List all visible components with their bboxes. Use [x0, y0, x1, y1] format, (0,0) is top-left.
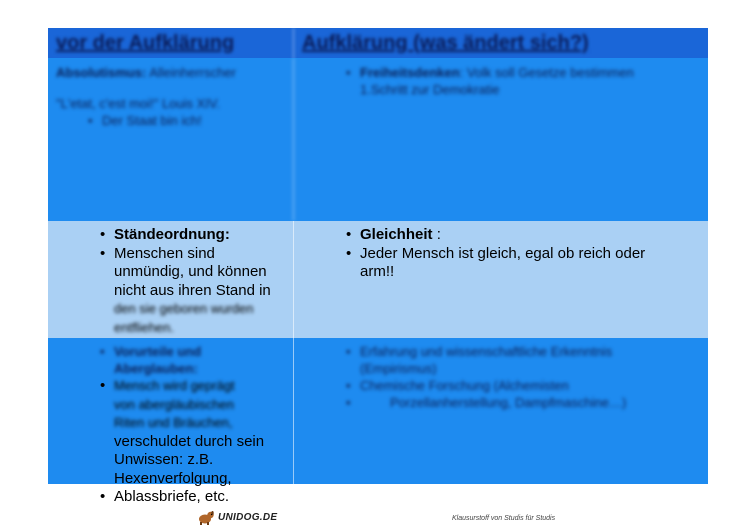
unidog-logo	[197, 508, 277, 526]
superstition-term-line: • Vorurteile und	[114, 344, 202, 359]
absolutism-definition: Alleinherrscher	[149, 65, 236, 80]
absolutism-line	[56, 64, 293, 81]
cell-estates	[48, 221, 294, 338]
list-item	[346, 64, 668, 98]
estates-line: • Menschen sind	[114, 244, 215, 262]
superstition-line: • Mensch wird geprägt	[114, 378, 235, 393]
superstition-bullets	[100, 343, 293, 507]
dog-mascot-icon	[197, 509, 215, 525]
cell-absolutism	[48, 58, 294, 221]
superstition-line: Unwissen: z.B.	[114, 451, 214, 468]
table-header-row	[48, 28, 708, 58]
table-row-superstition	[48, 338, 708, 505]
estates-line: entfliehen.	[114, 319, 174, 335]
superstition-term-line: Aberglauben:	[114, 361, 198, 376]
comparison-table	[48, 28, 708, 505]
cell-equality	[294, 221, 708, 338]
absolutism-bullets	[88, 112, 293, 129]
list-item: • Erfahrung und wissenschaftliche Erkenntnis (Empirismus)	[346, 343, 678, 377]
equality-term: Gleichheit	[360, 226, 433, 243]
list-item	[100, 343, 293, 377]
footer-note: Klausurstoff von Studis für Studis	[452, 515, 556, 522]
estates-term: Ständeordnung:	[114, 226, 230, 243]
table-row-estates	[48, 221, 708, 338]
freedom-term: Freiheitsdenken	[360, 65, 460, 80]
science-bullets	[346, 343, 678, 411]
cell-science	[294, 338, 708, 484]
louis-quote: "L'etat, c'est moi!" Louis XIV.	[56, 96, 221, 111]
header-enlightenment: Aufklärung (was ändert sich?)	[302, 32, 589, 54]
equality-bullets	[346, 226, 678, 282]
cell-superstition	[48, 338, 294, 505]
list-item	[346, 226, 678, 245]
estates-line: den sie geboren wurden	[114, 301, 254, 316]
list-item	[100, 245, 293, 338]
header-before-enlightenment: vor der Aufklärung	[48, 28, 294, 58]
superstition-line: verschuldet durch sein	[114, 432, 265, 450]
absolutism-term: Absolutismus:	[56, 65, 147, 80]
list-item	[100, 377, 293, 488]
estates-line: unmündig, und können	[114, 263, 267, 280]
superstition-line: von abergläubischen	[114, 396, 234, 412]
list-item: • Der Staat bin ich!	[88, 112, 293, 129]
freedom-bullets	[346, 64, 668, 98]
table-row-absolutism	[48, 58, 708, 221]
estates-bullets	[100, 226, 293, 337]
list-item: • Chemische Forschung (Alchemisten	[346, 377, 678, 394]
list-item	[100, 226, 293, 245]
equality-suffix: :	[432, 226, 441, 243]
logo-text: UNIDOG.DE	[218, 511, 278, 523]
superstition-line: Hexenverfolgung,	[114, 469, 232, 487]
list-item: • Jeder Mensch ist gleich, egal ob reich oder arm!!	[346, 245, 678, 282]
cell-freedom	[294, 58, 708, 221]
estates-line: nicht aus ihren Stand in	[114, 281, 271, 299]
superstition-line: Riten und Bräuchen,	[114, 415, 233, 430]
list-item: • Ablassbriefe, etc.	[100, 488, 293, 507]
list-item: • Porzellanherstellung, Dampfmaschine…)	[346, 394, 678, 411]
freedom-text: : Volk soll Gesetze bestimmen 1.Schritt zur Demokratie	[360, 65, 634, 97]
